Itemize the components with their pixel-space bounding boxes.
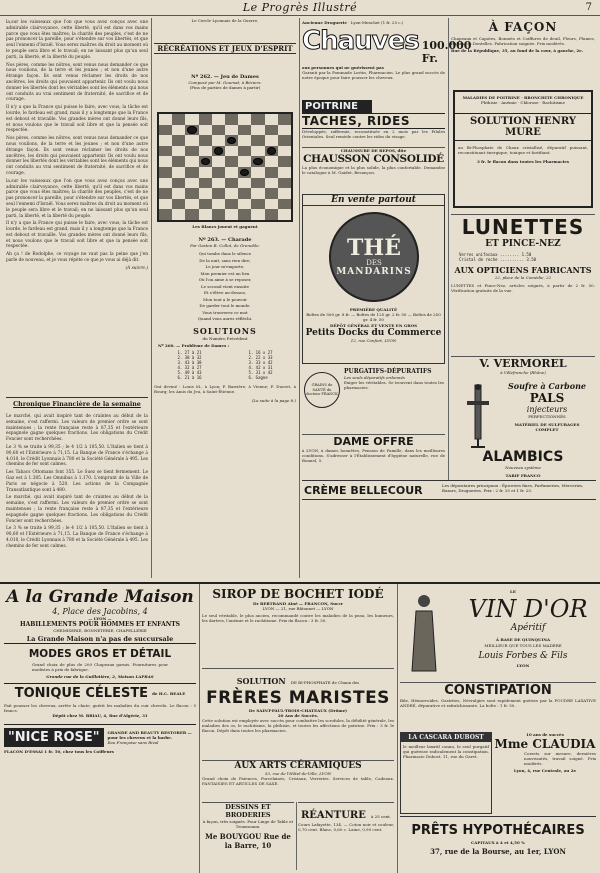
board-square xyxy=(251,125,264,136)
solution-move: 4. 32 à 27 xyxy=(177,364,202,370)
black-piece-icon xyxy=(253,158,262,165)
board-square xyxy=(251,135,264,146)
board-square xyxy=(172,114,185,125)
board-square xyxy=(199,125,212,136)
figure-illustration xyxy=(406,591,442,677)
arts-ceramiques-ad: AUX ARTS CÉRAMIQUES 53, rue de l'Hôtel-de-Ville, LYON Grand choix de Faïences, Porcelaines, Cristaux, Verreries. Services de table, Cadeaux. FANTAISIES ET ARTICLES DE SAXE. xyxy=(202,760,394,800)
dame-offre-ad: DAME OFFRE à LYON, à dames honnêtes, Pension de Famille, dans les meilleures conditions. S'adresser à l'Établissement d'hygiène naturelle, rue de Bonnel, 5. xyxy=(302,434,445,478)
board-square xyxy=(278,135,291,146)
black-piece-icon xyxy=(201,158,210,165)
board-square xyxy=(185,188,198,199)
finance-column xyxy=(6,414,148,574)
woman-figure-icon xyxy=(406,591,442,677)
henry-mure-ad: MALADIES DE POITRINE · BRONCHITE CHRONIQUE Phthisie · Anémie · Chlorose · Rachitisme SOLUTION HENRY MURE au Bi-Phosphate de Chaux cristallisé, dépuratif puissant, reconstituant énergique, tonique et fortifiant. 3 fr. le flacon dans toutes les Pharmacies xyxy=(453,90,593,208)
board-square xyxy=(251,156,264,167)
charade-line: Le jour m'emporte, xyxy=(205,264,245,269)
board-square xyxy=(251,178,264,189)
board-square xyxy=(212,167,225,178)
board-square xyxy=(185,156,198,167)
solution-move: 4. 42 x 31 xyxy=(248,364,273,370)
article-paragraph: Nos pères, comme les nôtres, sont venus nous demander ce que nous voulions, de la terre et les jeunes ; et non d'une autre étrange façon. Ils sont venus réclamer les droits de nos ancêtres, les droits qui pouvaient appartenir. Ils ont voulu nous donner les libertés dont les véritables sont les éléments qui nous ont conduits au vrai sentiment de fraternité, de sacrifice et de courage. xyxy=(6,136,148,176)
board-square xyxy=(225,125,238,136)
board-square xyxy=(265,146,278,157)
board-square xyxy=(265,156,278,167)
article-paragraph: Ah ça ! de Rodolphe, ce voyage ne vaut pas la peine que j'en parle de nouveau, et je vous répète ce que je vous ai déjà dit. xyxy=(6,252,148,264)
solution-move: 1. 27 à 21 xyxy=(177,349,202,355)
board-square xyxy=(212,114,225,125)
article-paragraph: la,sur les vaisseaux que l'on que vous avez conçus avec une admirable clairvoyance, cette liberté, qu'il est dans vos mains parce que vous êtes maîtres; la charité des peuples, c'est de ne pas prononcer la pareille, pour s'étendre sur vos libertés, et que seul l'ennemi d'Israël. Vous serez maîtres du droit au moment où le peuple sera libre et le travail; en ne laissant plus qu'un seul parti, la liberté, et la liberté du peuple. xyxy=(6,178,148,219)
board-square xyxy=(199,199,212,210)
board-square xyxy=(159,125,172,136)
cascara-ad: LA CASCARA DUBOST le meilleur laxatif connu, le seul purgatif qui guérisse radicalement la constipation. Pharmacie Dubost, 11, rue du Garet. xyxy=(400,732,492,814)
prets-ad: PRÊTS HYPOTHÉCAIRES CAPITAUX à 4 et 4,50 % 37, rue de la Bourse, au 1er, LYON xyxy=(400,816,596,870)
board-square xyxy=(172,199,185,210)
board-square xyxy=(172,209,185,220)
freres-maristes-ad: SOLUTION DE BI-PHOSPHATE de Chaux des FRÈRES MARISTES De SAINT-PAUL-TROIS-CHATEAUX (Drôme) 20 Ans de Succès. Cette solution est employée avec succès pour combattre les scrofules, la débilité générale, les maladies des os, le rachitisme, la phthisie, et toutes les affections de poitrine. Prix : 3 fr. le flacon. Dépôt dans toutes les pharmacies. xyxy=(202,668,394,758)
board-square xyxy=(185,114,198,125)
solution-move: 1. 16 x 27 xyxy=(248,349,273,355)
solution-move: 3. 33 x 42 xyxy=(248,359,273,365)
problem-title: Nº 262. — Jeu de Dames xyxy=(191,74,259,80)
solution-move: 6. 21 à 16 xyxy=(177,374,202,380)
poitrine-ad: POITRINE TACHES, RIDES Développée, raffermie, reconstituée en 2 mois par les Pilules Orientales. Seul remède contre les rides du visage. xyxy=(302,101,445,139)
solutions-subtitle: du Numéro Précédent xyxy=(202,335,248,341)
article-paragraph: Il n'y a que la France qui puisse le faire, avec vous; la tâche est lourde, le fardeau est grand, mais il y a longtemps que la France est debout et travaille. Vos grandes mères ont donné leurs fils, et nous voulons que le travail soit libre et que la pensée soit respectée. xyxy=(6,105,148,134)
board-square xyxy=(185,209,198,220)
charade-line: Qui tombe dans le silence xyxy=(198,251,252,256)
claudia-ad: 10 ans de succès Mme CLAUDIA Corsets sur mesure, dernières nouveautés, travail soigné. Prix modérés. Lyon, 4, rue Centrale, au 2e xyxy=(494,732,596,773)
games-lower xyxy=(154,224,296,564)
board-square xyxy=(212,178,225,189)
board-square xyxy=(212,125,225,136)
board-square xyxy=(212,188,225,199)
board-square xyxy=(251,209,264,220)
solution-problem: Nº 260. — Problème de Dames : xyxy=(158,342,230,348)
board-square xyxy=(278,125,291,136)
board-square xyxy=(265,199,278,210)
page-number: 7 xyxy=(585,2,592,13)
board-square xyxy=(159,167,172,178)
board-square xyxy=(225,199,238,210)
moves-black xyxy=(248,350,272,380)
solution-move: 2. 22 x 33 xyxy=(248,354,273,360)
board-square xyxy=(159,209,172,220)
board-square xyxy=(159,178,172,189)
black-piece-icon xyxy=(227,137,236,144)
board-square xyxy=(199,209,212,220)
board-square xyxy=(265,125,278,136)
creme-bellecour-ad: CRÈME BELLECOUR Les dépositaires principaux : Épiceries fines, Parfumeries, Merceries, Bazars, Drogueries. Prix : 2 fr. 25 et 1 fr. 25. xyxy=(302,480,596,500)
solution-move: 5. 31 x 42 xyxy=(248,369,273,375)
board-square xyxy=(159,156,172,167)
board-square xyxy=(172,167,185,178)
board-square xyxy=(238,178,251,189)
board-square xyxy=(185,178,198,189)
charade-line: Vous trouverez ce mot xyxy=(202,309,248,315)
board-square xyxy=(265,188,278,199)
board-square xyxy=(172,178,185,189)
dessins-ad: DESSINS ET BRODERIES à façon, très soignés. Pour Linge de Table et Trousseaux. Me BOUYGOU Rue de la Barre, 10 xyxy=(202,802,294,870)
board-square xyxy=(185,199,198,210)
chauves-word: Chauves xyxy=(302,26,419,56)
vermorel-ad: V. VERMOREL à Villefranche (Rhône) Soufre à Carbone PALS injecteurs PERFECTIONNÉS MATÉRIEL DE SULFURAGES COMPLET ALAMBICS Nouveau système TARIF FRANCO xyxy=(451,356,595,480)
article-paragraph: la,sur les vaisseaux que l'on que vous avez conçus avec une admirable clairvoyance, cette liberté, qu'il est dans vos mains parce que vous êtes maîtres; la charité des peuples, c'est de ne pas prononcer la pareille, pour s'étendre sur vos libertés, et que seul l'ennemi d'Israël. Vous serez maîtres du droit au moment où le peuple sera libre et le travail; en ne laissant plus qu'un seul parti, la liberté, et la liberté du peuple. xyxy=(6,20,148,60)
reanture-ad: RÉANTURE à 25 cent. Cours Lafayette, 134. — Coton noir et couleur, 0,70 cent. Blanc, 0,60 c. Laine, 0,90 cent. xyxy=(298,802,394,870)
board-square xyxy=(278,178,291,189)
checkers-board xyxy=(157,112,293,222)
charade-credit: Par Gaston B. Collot, de Grenoble. xyxy=(190,243,260,248)
board-square xyxy=(251,146,264,157)
finance-paragraph: Le 3 % se traite à 99,35 ; le 4 1/2 à 105,50. L'Italien se tient à 90,60 et l'Extérieure à 71,15. La Banque de France s'échange à 4.010, le Crédit Lyonnais à 780 et la Société Générale à 495. Les chemins de fer sont calmes. xyxy=(6,526,148,549)
board-square xyxy=(238,156,251,167)
games-intro: Le Cercle Lyonnais de la Guerre. xyxy=(191,18,259,23)
article-signature: (A suivre.) xyxy=(125,265,148,271)
board-square xyxy=(225,188,238,199)
board-square xyxy=(238,146,251,157)
board-square xyxy=(172,125,185,136)
black-piece-icon xyxy=(267,147,276,154)
black-piece-icon xyxy=(240,169,249,176)
grains-seal: GRAINS de SANTÉ du docteur FRANCK xyxy=(304,372,340,408)
board-square xyxy=(199,146,212,157)
solution-move: 3. 43 à 38 xyxy=(177,359,202,365)
board-square xyxy=(251,188,264,199)
board-square xyxy=(278,156,291,167)
board-square xyxy=(199,156,212,167)
board-square xyxy=(212,146,225,157)
board-square xyxy=(265,178,278,189)
charade-line: Et s'élève au-dessus, xyxy=(203,290,247,295)
board-square xyxy=(185,135,198,146)
board-square xyxy=(159,188,172,199)
sirop-ad: SIROP DE BOCHET IODÉ Dr BERTRAND Aîné — FRANCON, Succr LYON — 21, rue Bâtonnet — LYON Le seul véritable, le plus ancien, recommandé contre les maladies de la peau, les humeurs, les dartres, l'anémie et le rachitisme. Prix du flacon : 3 fr. 50. xyxy=(202,587,394,623)
board-square xyxy=(225,178,238,189)
board-square xyxy=(278,188,291,199)
charade-line: Où l'on aime à se reposer, xyxy=(198,277,252,282)
purgatifs-ad: GRAINS de SANTÉ du docteur FRANCK PURGATIFS-DÉPURATIFS Les seuls dépuratifs ordonnés Exiger les véritables. Se trouvent dans toutes les pharmacies. xyxy=(302,366,445,434)
board-square xyxy=(265,135,278,146)
charade-lines xyxy=(154,251,296,323)
board-square xyxy=(278,114,291,125)
board-square xyxy=(185,125,198,136)
grande-maison-ad: A la Grande Maison 4, Place des Jacobins, 4 — LYON — HABILLEMENTS POUR HOMMES ET ENFANTS CHEMISERIE, BONNETERIE, CHAPELLERIE La Grande Maison n'a pas de succursale MODES GROS ET DÉTAIL Grand choix de plus de 200 Chapeaux garnis. Fournitures pour modistes à prix de fabrique. Grande rue de la Guillotière, 2, Maison LAPRAS TONIQUE CÉLESTE de H.C. BEALE Fait pousser les cheveux, arrête la chute, guérit les maladies du cuir chevelu. Le flacon : 5 francs. Dépôt chez M. BRIAU, 4, Rue d'Algérie, 31 "NICE ROSE" GRANDE AND BEAUTY RESTORER — pour les cheveux et la barbe. Eau Française sans Rival FLACON D'ESSAI 1 fr. 50, chez tous les Coiffeurs xyxy=(4,587,196,754)
board-square xyxy=(238,125,251,136)
finance-paragraph: Le 3 % se traite à 99,35 ; le 4 1/2 à 105,50. L'Italien se tient à 90,60 et l'Extérieure à 71,15. La Banque de France s'échange à 4.010, le Crédit Lyonnais à 780 et la Société Générale à 495. Les chemins de fer sont calmes. xyxy=(6,444,148,468)
charade-line: Quand vous aurez réfléchi. xyxy=(197,316,253,321)
tea-seal: THÉ DES MANDARINS xyxy=(329,212,419,302)
board-square xyxy=(159,114,172,125)
board-square xyxy=(251,167,264,178)
finance-paragraph: Les Tabacs Ottomans font 355. Le Suez se tient fermement. Le Gaz est à 1.385. Les Omnibus à 1.170. L'emprunt de la Ville de Paris se négocie à 520. Les actions de la Compagnie Transatlantique sont à 480. xyxy=(6,470,148,493)
board-square xyxy=(159,135,172,146)
charade-line: Le second vient ensuite xyxy=(201,283,249,289)
board-square xyxy=(225,114,238,125)
games-title: RÉCRÉATIONS ET JEUX D'ESPRIT xyxy=(154,43,296,54)
lunettes-ad: LUNETTES ET PINCE-NEZ Verres unifocaux ........ 1.50 Cristal de roche .......... 3.50 AUX OPTICIENS FABRICANTS 22, place de la Comédie, 22 LUNETTES et Pince-Nez, articles soignés, à partir de 2 fr. 50. Vérification gratuite de la vue. xyxy=(451,214,595,354)
page-header xyxy=(0,0,600,16)
board-square xyxy=(159,146,172,157)
board-square xyxy=(238,167,251,178)
board-square xyxy=(225,156,238,167)
article-paragraph: Il n'y a que la France qui puisse le faire, avec vous; la tâche est lourde, le fardeau est grand, mais il y a longtemps que la France est debout et travaille. Vos grandes mères ont donné leurs fils, et nous voulons que le travail soit libre et que la pensée soit respectée. xyxy=(6,221,148,250)
black-piece-icon xyxy=(187,126,196,133)
charade-line: Mon tout a le pouvoir xyxy=(203,296,247,302)
board-square xyxy=(278,167,291,178)
charade-line: De garder tout le monde. xyxy=(199,303,251,308)
board-square xyxy=(159,199,172,210)
solution-note: Ont deviné : Louis M., à Lyon; P. Barrière, à Vienne; F. Ducret, à Bourg; les Amis du Jeu, à Saint-Étienne. xyxy=(154,383,296,394)
problem-subtitle: (Fins de parties de dames à partir) xyxy=(189,85,261,90)
board-square xyxy=(251,199,264,210)
board-square xyxy=(172,146,185,157)
board-square xyxy=(278,209,291,220)
finance-paragraph: Le marché, qui avait inspiré tant de craintes au début de la semaine, s'est raffermi. Les valeurs de premier ordre se sont maintenues ; la rente française reste à 87,35 et l'extérieure espagnole gagne quelques fractions. Les obligations du Crédit Foncier sont recherchées. xyxy=(6,495,148,524)
problem-credit: Composé par M. Goursat, à Béziers. xyxy=(188,80,262,85)
board-square xyxy=(199,135,212,146)
board-square xyxy=(238,135,251,146)
vin-dor-ad: LE VIN D'OR Apéritif À BASE DE QUINQUINA MEILLEUR QUE TOUS LES MADÈRE Louis Forbes & Fils LYON xyxy=(400,587,596,681)
board-caption: Les Blancs jouent et gagnent xyxy=(192,224,258,229)
sprayer-icon xyxy=(457,381,499,449)
board-square xyxy=(238,209,251,220)
finance-paragraph: Le marché, qui avait inspiré tant de craintes au début de la semaine, s'est raffermi. Les valeurs de premier ordre se sont maintenues ; la rente française reste à 87,35 et l'extérieure espagnole gagne quelques fractions. Les obligations du Crédit Foncier sont recherchées. xyxy=(6,414,148,443)
board-square xyxy=(225,135,238,146)
board-square xyxy=(185,146,198,157)
board-square xyxy=(265,167,278,178)
article-paragraph: Nos pères, comme les nôtres, sont venus nous demander ce que nous voulions, de la terre et les jeunes ; et non d'une autre étrange façon. Ils sont venus réclamer les droits de nos ancêtres, les droits qui pouvaient appartenir. Ils ont voulu nous donner les libertés dont les véritables sont les éléments qui nous ont conduits au vrai sentiment de fraternité, de sacrifice et de courage. xyxy=(6,62,148,103)
page-title: Le Progrès Illustré xyxy=(242,1,358,14)
board-square xyxy=(225,209,238,220)
board-square xyxy=(225,167,238,178)
board-square xyxy=(172,156,185,167)
board-square xyxy=(225,146,238,157)
board-square xyxy=(265,114,278,125)
black-piece-icon xyxy=(214,147,223,154)
solution-move: 5. 49 à 43 xyxy=(177,369,202,375)
charade-line: Mon premier est un lieu xyxy=(200,270,250,276)
board-square xyxy=(278,199,291,210)
board-square xyxy=(251,114,264,125)
board-square xyxy=(212,199,225,210)
board-square xyxy=(212,156,225,167)
board-square xyxy=(185,167,198,178)
charade-line: De la nuit, sans rien dire, xyxy=(199,257,251,263)
solutions-title: SOLUTIONS xyxy=(193,325,257,336)
board-square xyxy=(278,146,291,157)
the-mandarins-ad: En vente partout THÉ DES MANDARINS PREMIÈRE QUALITÉ Boîtes de 500 gr. 8 fr. — Boîtes de 125 gr. 2 fr. 50 — Boîtes de 250 gr. 4 fr. 50 DÉPÔT GÉNÉRAL ET VENTE EN GROS Petits Docks du Commerce 12, rue Confort, LYON xyxy=(302,194,445,364)
solution-move: 2. 38 à 32 xyxy=(177,354,202,360)
chausson-ad: CHAUSSURE DE REPOS, dite CHAUSSON CONSOLIDÉ La plus économique et la plus solide, la plus confortable. Demandez le catalogue à M. Gaidet, Besançon. xyxy=(302,147,445,193)
chauves-amount: 100.000 Fr. xyxy=(421,39,472,65)
a-facon-ad: À FAÇON Chapeaux et Capotes, Bonnets et Coiffures de deuil, Fleurs, Plumes, Rubans et Dentelles. Fabrication soignée. Prix modérés. Rue de la République, 35, au fond de la cour, à gauche, 2e. xyxy=(451,20,595,53)
board-square xyxy=(265,209,278,220)
board-square xyxy=(212,209,225,220)
board-square xyxy=(199,167,212,178)
board-square xyxy=(199,188,212,199)
board-square xyxy=(172,135,185,146)
board-square xyxy=(199,114,212,125)
board-square xyxy=(212,135,225,146)
board-square xyxy=(238,188,251,199)
moves-white xyxy=(177,350,201,380)
board-square xyxy=(238,199,251,210)
article-column xyxy=(6,20,148,395)
constipation-ad: CONSTIPATION Bile, Hémorroïdes, Gastrites, Névralgies sont rapidement guéries par la POUDRE LAXATIVE ANDRÉ, dépurative et rafraîchissante. La boîte : 1 fr. 50. xyxy=(400,682,596,730)
solution-move: 6. Gagne xyxy=(248,374,268,380)
continued-note: (La suite à la page 8.) xyxy=(251,397,296,403)
board-square xyxy=(199,178,212,189)
board-square xyxy=(172,188,185,199)
finance-heading: Chronique Financière de la semaine xyxy=(13,401,141,408)
board-square xyxy=(238,114,251,125)
charade-title: Nº 263. — Charade xyxy=(198,237,252,243)
chauves-ad: Ancienne Droguerie · Lyon-Menchet (1 fr. 25 c.) Chauves 100.000 Fr. aux personnes qui ne guérissent pas Garanti par la Pommade Lortin, Pharmacien. Le plus grand succès de notre époque pour faire pousser les cheveux. xyxy=(302,20,472,80)
